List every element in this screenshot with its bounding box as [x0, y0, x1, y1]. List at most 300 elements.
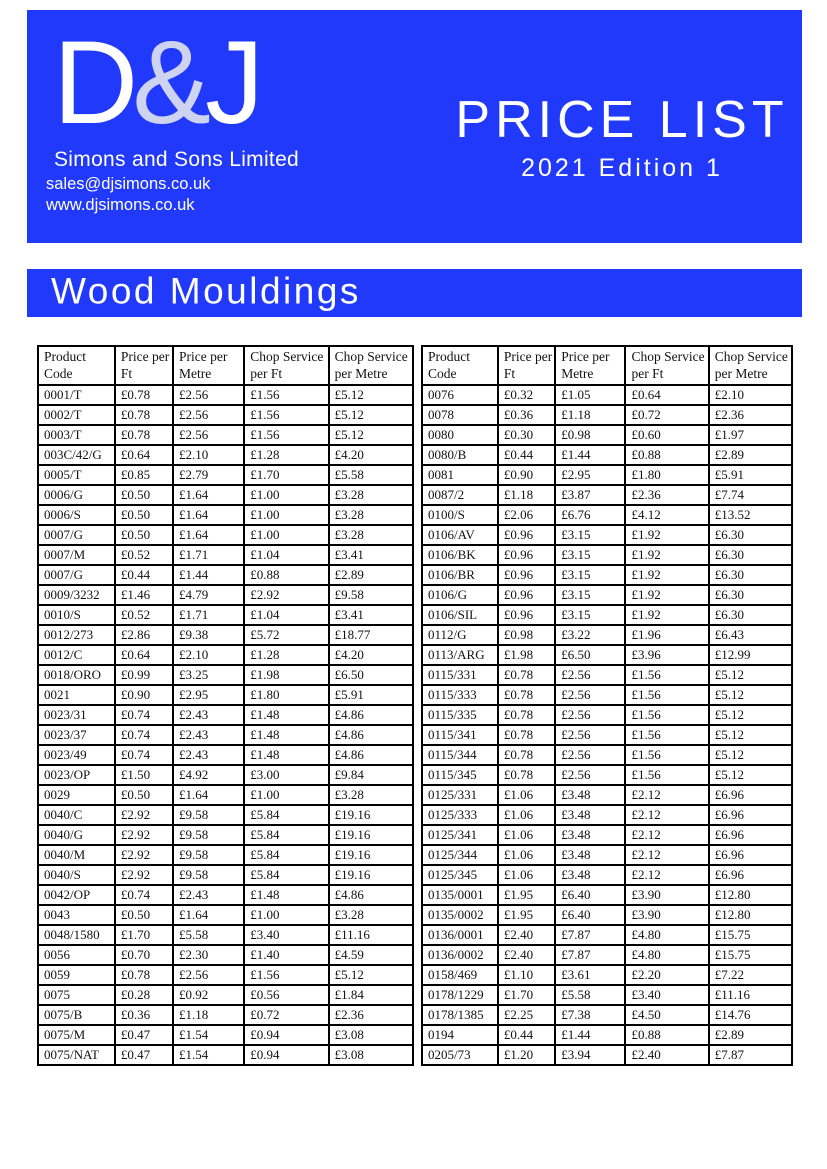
price-cell: £3.48 — [555, 785, 625, 805]
price-cell: £2.79 — [173, 465, 244, 485]
column-header: Price per Metre — [555, 346, 625, 385]
price-cell: £19.16 — [329, 805, 413, 825]
price-cell: £9.58 — [173, 845, 244, 865]
table-row — [422, 785, 792, 805]
table-row — [38, 945, 413, 965]
header-row — [38, 346, 413, 385]
price-cell: £0.44 — [498, 1025, 555, 1045]
price-cell: £3.48 — [555, 845, 625, 865]
price-cell: £2.92 — [115, 825, 173, 845]
product-code-cell: 0009/3232 — [38, 585, 115, 605]
logo-ampersand: & — [132, 17, 205, 149]
price-cell: £0.64 — [625, 385, 708, 405]
table-row — [422, 625, 792, 645]
price-cell: £12.99 — [709, 645, 792, 665]
price-cell: £1.95 — [498, 885, 555, 905]
table-row — [38, 505, 413, 525]
price-cell: £0.78 — [115, 425, 173, 445]
price-cell: £3.15 — [555, 605, 625, 625]
price-cell: £2.43 — [173, 705, 244, 725]
price-cell: £0.47 — [115, 1025, 173, 1045]
table-row — [38, 905, 413, 925]
product-code-cell: 0106/BR — [422, 565, 498, 585]
table-header-left — [38, 346, 413, 385]
price-cell: £1.56 — [625, 765, 708, 785]
price-table-right — [421, 345, 793, 1066]
price-cell: £3.96 — [625, 645, 708, 665]
table-row — [38, 785, 413, 805]
price-cell: £2.56 — [173, 425, 244, 445]
price-cell: £5.72 — [244, 625, 328, 645]
product-code-cell: 0115/345 — [422, 765, 498, 785]
product-code-cell: 0178/1385 — [422, 1005, 498, 1025]
product-code-cell: 0115/344 — [422, 745, 498, 765]
table-row — [422, 925, 792, 945]
product-code-cell: 0125/333 — [422, 805, 498, 825]
price-cell: £3.15 — [555, 565, 625, 585]
price-cell: £19.16 — [329, 845, 413, 865]
product-code-cell: 0112/G — [422, 625, 498, 645]
product-code-cell: 003C/42/G — [38, 445, 115, 465]
price-cell: £0.74 — [115, 705, 173, 725]
price-cell: £1.70 — [115, 925, 173, 945]
product-code-cell: 0106/AV — [422, 525, 498, 545]
price-cell: £0.94 — [244, 1045, 328, 1065]
product-code-cell: 0158/469 — [422, 965, 498, 985]
price-cell: £1.48 — [244, 725, 328, 745]
table-row — [422, 405, 792, 425]
price-cell: £1.48 — [244, 885, 328, 905]
price-cell: £6.50 — [329, 665, 413, 685]
table-row — [38, 985, 413, 1005]
table-row — [422, 825, 792, 845]
price-cell: £3.48 — [555, 805, 625, 825]
price-cell: £2.36 — [329, 1005, 413, 1025]
price-cell: £4.86 — [329, 725, 413, 745]
table-row — [422, 1005, 792, 1025]
table-row — [422, 745, 792, 765]
table-row — [422, 765, 792, 785]
price-cell: £3.08 — [329, 1025, 413, 1045]
price-cell: £0.36 — [498, 405, 555, 425]
price-cell: £3.94 — [555, 1045, 625, 1065]
price-cell: £0.90 — [498, 465, 555, 485]
price-cell: £1.80 — [244, 685, 328, 705]
price-cell: £1.64 — [173, 785, 244, 805]
price-cell: £0.88 — [625, 1025, 708, 1045]
price-cell: £4.79 — [173, 585, 244, 605]
price-cell: £0.78 — [498, 725, 555, 745]
price-cell: £2.56 — [555, 705, 625, 725]
price-cell: £0.74 — [115, 745, 173, 765]
price-cell: £1.04 — [244, 605, 328, 625]
price-cell: £6.96 — [709, 865, 792, 885]
price-cell: £2.10 — [173, 645, 244, 665]
price-cell: £1.44 — [173, 565, 244, 585]
table-row — [422, 485, 792, 505]
column-header: Chop Service per Metre — [709, 346, 792, 385]
price-cell: £2.56 — [555, 765, 625, 785]
price-cell: £1.06 — [498, 785, 555, 805]
price-cell: £0.44 — [498, 445, 555, 465]
price-cell: £12.80 — [709, 905, 792, 925]
product-code-cell: 0003/T — [38, 425, 115, 445]
price-cell: £1.56 — [625, 725, 708, 745]
price-cell: £3.25 — [173, 665, 244, 685]
price-cell: £2.43 — [173, 885, 244, 905]
price-cell: £2.89 — [709, 1025, 792, 1045]
price-cell: £6.40 — [555, 905, 625, 925]
price-cell: £6.30 — [709, 525, 792, 545]
website-link[interactable]: www.djsimons.co.uk — [46, 196, 195, 215]
table-row — [422, 1045, 792, 1065]
product-code-cell: 0007/G — [38, 565, 115, 585]
price-cell: £2.56 — [555, 725, 625, 745]
price-cell: £1.98 — [244, 665, 328, 685]
product-code-cell: 0194 — [422, 1025, 498, 1045]
product-code-cell: 0125/345 — [422, 865, 498, 885]
product-code-cell: 0040/C — [38, 805, 115, 825]
product-code-cell: 0075/NAT — [38, 1045, 115, 1065]
price-cell: £9.84 — [329, 765, 413, 785]
price-cell: £9.38 — [173, 625, 244, 645]
price-cell: £0.50 — [115, 785, 173, 805]
price-cell: £0.50 — [115, 525, 173, 545]
price-cell: £2.12 — [625, 825, 708, 845]
price-cell: £1.00 — [244, 905, 328, 925]
price-cell: £5.12 — [709, 725, 792, 745]
price-cell: £1.10 — [498, 965, 555, 985]
table-row — [38, 625, 413, 645]
edition-subtitle: 2021 Edition 1 — [521, 154, 723, 182]
price-cell: £1.00 — [244, 525, 328, 545]
product-code-cell: 0125/331 — [422, 785, 498, 805]
price-cell: £7.87 — [709, 1045, 792, 1065]
section-banner — [27, 269, 802, 317]
product-code-cell: 0125/341 — [422, 825, 498, 845]
price-cell: £4.86 — [329, 885, 413, 905]
product-code-cell: 0136/0002 — [422, 945, 498, 965]
price-cell: £1.28 — [244, 445, 328, 465]
table-row — [38, 845, 413, 865]
table-row — [422, 845, 792, 865]
product-code-cell: 0010/S — [38, 605, 115, 625]
price-cell: £4.92 — [173, 765, 244, 785]
product-code-cell: 0100/S — [422, 505, 498, 525]
price-cell: £1.44 — [555, 1025, 625, 1045]
price-cell: £6.96 — [709, 785, 792, 805]
price-cell: £6.76 — [555, 505, 625, 525]
price-cell: £0.96 — [498, 565, 555, 585]
product-code-cell: 0002/T — [38, 405, 115, 425]
price-cell: £3.90 — [625, 885, 708, 905]
price-cell: £3.22 — [555, 625, 625, 645]
product-code-cell: 0080 — [422, 425, 498, 445]
price-cell: £6.96 — [709, 845, 792, 865]
price-cell: £9.58 — [329, 585, 413, 605]
price-cell: £1.64 — [173, 905, 244, 925]
price-cell: £0.44 — [115, 565, 173, 585]
product-code-cell: 0115/331 — [422, 665, 498, 685]
price-cell: £5.12 — [709, 685, 792, 705]
price-cell: £2.92 — [115, 845, 173, 865]
price-cell: £3.28 — [329, 785, 413, 805]
table-row — [38, 1045, 413, 1065]
price-cell: £13.52 — [709, 505, 792, 525]
price-cell: £4.12 — [625, 505, 708, 525]
price-cell: £5.58 — [173, 925, 244, 945]
price-cell: £3.48 — [555, 825, 625, 845]
product-code-cell: 0023/OP — [38, 765, 115, 785]
price-cell: £1.92 — [625, 525, 708, 545]
price-cell: £2.56 — [173, 965, 244, 985]
price-cell: £4.50 — [625, 1005, 708, 1025]
table-row — [422, 705, 792, 725]
price-cell: £0.52 — [115, 605, 173, 625]
price-cell: £2.36 — [625, 485, 708, 505]
price-cell: £7.74 — [709, 485, 792, 505]
product-code-cell: 0115/341 — [422, 725, 498, 745]
product-code-cell: 0021 — [38, 685, 115, 705]
price-cell: £0.72 — [244, 1005, 328, 1025]
table-row — [38, 805, 413, 825]
column-header: Product Code — [38, 346, 115, 385]
table-row — [422, 425, 792, 445]
table-row — [422, 445, 792, 465]
price-cell: £2.86 — [115, 625, 173, 645]
price-cell: £0.90 — [115, 685, 173, 705]
table-row — [38, 705, 413, 725]
table-row — [422, 1025, 792, 1045]
table-row — [38, 825, 413, 845]
price-cell: £1.56 — [625, 705, 708, 725]
price-cell: £3.61 — [555, 965, 625, 985]
table-row — [422, 945, 792, 965]
price-cell: £2.43 — [173, 745, 244, 765]
price-cell: £1.64 — [173, 505, 244, 525]
price-cell: £6.40 — [555, 885, 625, 905]
price-cell: £7.87 — [555, 925, 625, 945]
column-header: Price per Ft — [115, 346, 173, 385]
table-row — [38, 885, 413, 905]
price-cell: £2.30 — [173, 945, 244, 965]
price-cell: £2.06 — [498, 505, 555, 525]
price-cell: £5.12 — [709, 745, 792, 765]
price-cell: £3.15 — [555, 545, 625, 565]
table-row — [422, 565, 792, 585]
price-cell: £19.16 — [329, 865, 413, 885]
price-cell: £0.50 — [115, 505, 173, 525]
price-cell: £1.98 — [498, 645, 555, 665]
price-cell: £0.50 — [115, 905, 173, 925]
price-cell: £6.96 — [709, 805, 792, 825]
price-cell: £3.90 — [625, 905, 708, 925]
price-cell: £5.12 — [329, 425, 413, 445]
price-cell: £5.84 — [244, 805, 328, 825]
price-cell: £0.98 — [498, 625, 555, 645]
title-block — [442, 90, 802, 183]
table-row — [38, 965, 413, 985]
product-code-cell: 0059 — [38, 965, 115, 985]
price-cell: £1.00 — [244, 505, 328, 525]
price-cell: £5.84 — [244, 825, 328, 845]
price-cell: £1.05 — [555, 385, 625, 405]
table-row — [38, 425, 413, 445]
price-cell: £1.06 — [498, 805, 555, 825]
page-title: PRICE LIST — [455, 91, 789, 149]
section-title: Wood Mouldings — [51, 270, 361, 312]
product-code-cell: 0205/73 — [422, 1045, 498, 1065]
table-row — [422, 505, 792, 525]
price-cell: £2.25 — [498, 1005, 555, 1025]
table-row — [422, 985, 792, 1005]
product-code-cell: 0075 — [38, 985, 115, 1005]
price-cell: £1.92 — [625, 565, 708, 585]
column-header: Product Code — [422, 346, 498, 385]
product-code-cell: 0125/344 — [422, 845, 498, 865]
price-cell: £4.20 — [329, 645, 413, 665]
price-cell: £6.30 — [709, 565, 792, 585]
price-cell: £1.44 — [555, 445, 625, 465]
product-code-cell: 0006/S — [38, 505, 115, 525]
price-cell: £5.12 — [709, 665, 792, 685]
price-cell: £0.94 — [244, 1025, 328, 1045]
price-cell: £0.85 — [115, 465, 173, 485]
price-cell: £1.18 — [498, 485, 555, 505]
price-cell: £2.40 — [498, 925, 555, 945]
table-row — [422, 585, 792, 605]
table-row — [422, 545, 792, 565]
header-banner — [27, 10, 802, 243]
product-code-cell: 0076 — [422, 385, 498, 405]
table-row — [422, 905, 792, 925]
table-row — [422, 685, 792, 705]
column-header: Chop Service per Metre — [329, 346, 413, 385]
price-cell: £1.48 — [244, 705, 328, 725]
price-cell: £2.95 — [555, 465, 625, 485]
price-cell: £1.92 — [625, 545, 708, 565]
table-row — [422, 965, 792, 985]
price-cell: £1.20 — [498, 1045, 555, 1065]
price-cell: £1.56 — [625, 665, 708, 685]
price-cell: £2.56 — [555, 665, 625, 685]
price-cell: £1.92 — [625, 585, 708, 605]
product-code-cell: 0178/1229 — [422, 985, 498, 1005]
price-cell: £11.16 — [709, 985, 792, 1005]
table-header-right — [422, 346, 792, 385]
price-cell: £6.50 — [555, 645, 625, 665]
price-cell: £1.96 — [625, 625, 708, 645]
price-cell: £14.76 — [709, 1005, 792, 1025]
price-cell: £0.56 — [244, 985, 328, 1005]
price-cell: £19.16 — [329, 825, 413, 845]
price-cell: £3.00 — [244, 765, 328, 785]
price-cell: £3.48 — [555, 865, 625, 885]
product-code-cell: 0023/31 — [38, 705, 115, 725]
price-cell: £0.70 — [115, 945, 173, 965]
price-cell: £0.60 — [625, 425, 708, 445]
price-cell: £2.92 — [244, 585, 328, 605]
table-row — [38, 485, 413, 505]
price-cell: £0.92 — [173, 985, 244, 1005]
table-row — [422, 885, 792, 905]
price-cell: £1.95 — [498, 905, 555, 925]
price-cell: £5.58 — [329, 465, 413, 485]
price-cell: £4.86 — [329, 745, 413, 765]
product-code-cell: 0080/B — [422, 445, 498, 465]
price-cell: £1.71 — [173, 605, 244, 625]
column-header: Chop Service per Ft — [244, 346, 328, 385]
price-cell: £0.72 — [625, 405, 708, 425]
price-cell: £3.41 — [329, 545, 413, 565]
price-cell: £2.89 — [709, 445, 792, 465]
price-cell: £1.00 — [244, 485, 328, 505]
logo-letter-j: J — [204, 17, 258, 149]
table-row — [38, 1005, 413, 1025]
price-cell: £7.87 — [555, 945, 625, 965]
price-cell: £0.28 — [115, 985, 173, 1005]
price-cell: £5.12 — [709, 765, 792, 785]
price-cell: £1.06 — [498, 845, 555, 865]
price-cell: £2.56 — [555, 745, 625, 765]
price-cell: £0.96 — [498, 545, 555, 565]
product-code-cell: 0012/C — [38, 645, 115, 665]
table-row — [38, 585, 413, 605]
price-cell: £1.70 — [498, 985, 555, 1005]
price-cell: £2.56 — [555, 685, 625, 705]
price-cell: £3.40 — [244, 925, 328, 945]
product-code-cell: 0005/T — [38, 465, 115, 485]
price-cell: £7.22 — [709, 965, 792, 985]
price-cell: £6.30 — [709, 545, 792, 565]
price-cell: £0.74 — [115, 885, 173, 905]
price-cell: £0.32 — [498, 385, 555, 405]
table-row — [38, 765, 413, 785]
price-cell: £1.64 — [173, 485, 244, 505]
price-cell: £11.16 — [329, 925, 413, 945]
price-cell: £3.28 — [329, 905, 413, 925]
price-cell: £0.78 — [498, 665, 555, 685]
price-cell: £1.56 — [244, 385, 328, 405]
price-cell: £2.20 — [625, 965, 708, 985]
table-row — [422, 385, 792, 405]
price-cell: £5.12 — [709, 705, 792, 725]
price-cell: £9.58 — [173, 805, 244, 825]
price-cell: £0.30 — [498, 425, 555, 445]
table-row — [422, 865, 792, 885]
table-row — [38, 865, 413, 885]
price-cell: £1.71 — [173, 545, 244, 565]
price-cell: £0.78 — [115, 405, 173, 425]
table-row — [38, 745, 413, 765]
price-cell: £2.56 — [173, 405, 244, 425]
table-row — [38, 445, 413, 465]
price-cell: £3.40 — [625, 985, 708, 1005]
email-link[interactable]: sales@djsimons.co.uk — [46, 175, 211, 193]
product-code-cell: 0001/T — [38, 385, 115, 405]
column-header: Price per Metre — [173, 346, 244, 385]
price-cell: £1.64 — [173, 525, 244, 545]
price-cell: £0.96 — [498, 585, 555, 605]
price-cell: £5.58 — [555, 985, 625, 1005]
column-header: Price per Ft — [498, 346, 555, 385]
column-header: Chop Service per Ft — [625, 346, 708, 385]
price-cell: £1.92 — [625, 605, 708, 625]
product-code-cell: 0023/37 — [38, 725, 115, 745]
table-row — [38, 545, 413, 565]
price-cell: £2.89 — [329, 565, 413, 585]
price-cell: £1.28 — [244, 645, 328, 665]
